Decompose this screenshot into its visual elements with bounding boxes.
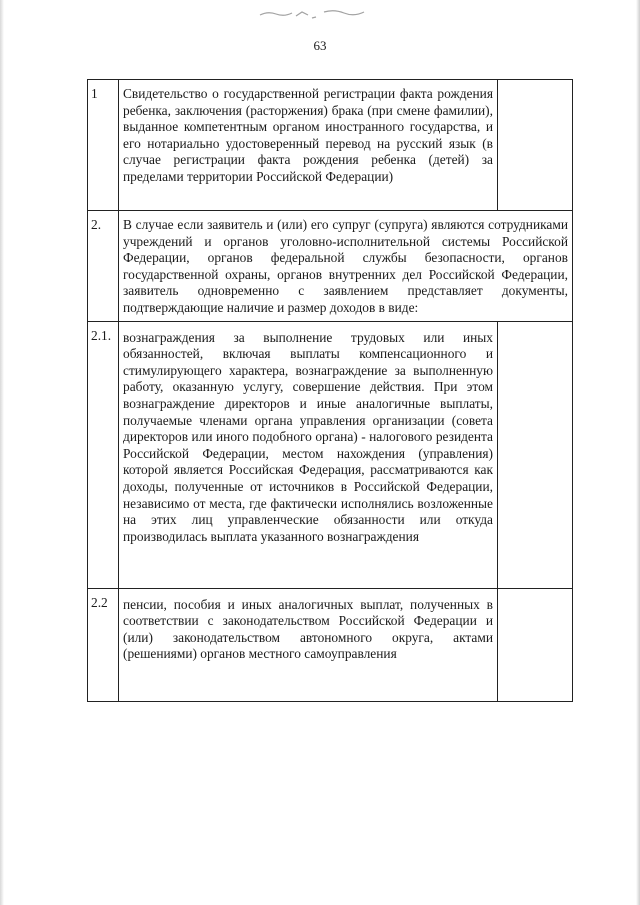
row-text: пенсии, пособия и иных аналогичных выплат, полученных в соответствии с законодательством Российской Федерации и (или) законодательством автономного округа, актами (решениями) органов местного самоуправления xyxy=(119,588,498,701)
row-text: Свидетельство о государственной регистрации факта рождения ребенка, заключения (расторжения) брака (при смене фамилии), выданное компетентным органом иностранного государства, и его нотариально удостоверенный перевод на русский язык (в случае регистрации факта рождения ребенка (детей) за пределами территории Российской Федерации) xyxy=(119,80,498,211)
row-empty-cell xyxy=(498,321,573,588)
faded-stamp-mark xyxy=(258,6,368,20)
scan-edge-left xyxy=(0,0,4,905)
table-row xyxy=(88,321,573,588)
row-text: вознаграждения за выполнение трудовых или иных обязанностей, включая выплаты компенсационного и стимулирующего характера, вознаграждение за выполненную работу, оказанную услугу, совершение действия. При этом вознаграждение директоров и иные аналогичные выплаты, получаемые членами органа управления организации (совета директоров или иного подобного органа) - налогового резидента Российской Федерации, местом нахождения (управления) которой является Российская Федерация, рассматриваются как доходы, полученные от источников в Российской Федерации, независимо от места, где фактически исполнялись возложенные на этих лиц управленческие обязанности или откуда производилась выплата указанного вознаграждения xyxy=(119,321,498,588)
row-empty-cell xyxy=(498,588,573,701)
row-empty-cell xyxy=(498,80,573,211)
row-number: 2. xyxy=(88,211,119,322)
table-row xyxy=(88,588,573,701)
document-table xyxy=(87,79,573,702)
scan-edge-right xyxy=(636,0,640,905)
table-row xyxy=(88,211,573,322)
row-number: 2.2 xyxy=(88,588,119,701)
table-row xyxy=(88,80,573,211)
row-text: В случае если заявитель и (или) его супруг (супруга) являются сотрудниками учреждений и органов уголовно-исполнительной системы Российской Федерации, органов федеральной службы безопасности, органов государственной охраны, органов внутренних дел Российской Федерации, заявитель одновременно с заявлением представляет документы, подтверждающие наличие и размер доходов в виде: xyxy=(119,211,573,322)
row-number: 1 xyxy=(88,80,119,211)
page-number: 63 xyxy=(313,38,327,53)
row-number: 2.1. xyxy=(88,321,119,588)
